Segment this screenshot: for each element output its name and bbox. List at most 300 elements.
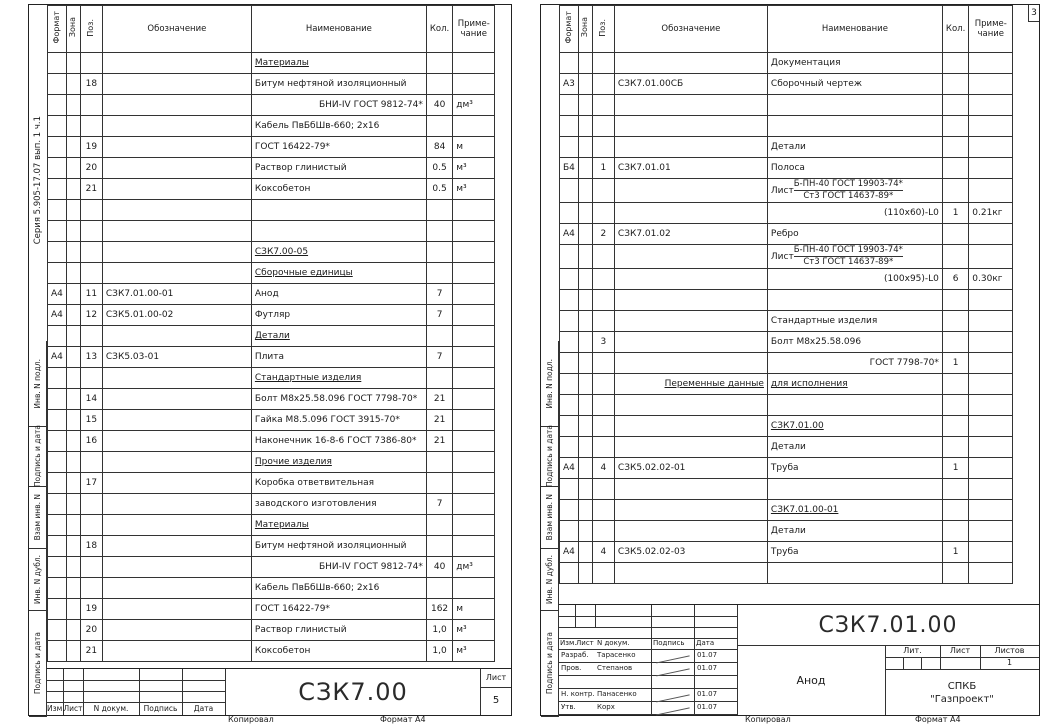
footer-copied-left: Копировал (228, 715, 274, 724)
cell-quantity: 84 (426, 137, 452, 158)
cell-name: для исполнения (767, 374, 942, 395)
table-row (48, 620, 495, 641)
margin-field: Взам инв. N (541, 487, 558, 549)
cell-name: Лист Б-ПН-40 ГОСТ 19903-74* Ст3 ГОСТ 14637-89* (767, 245, 942, 269)
cell-zone (578, 290, 592, 311)
cell-quantity (426, 473, 452, 494)
cell-note (453, 200, 495, 221)
cell-note (453, 410, 495, 431)
cell-designation (102, 368, 251, 389)
cell-designation (102, 494, 251, 515)
cell-quantity (426, 221, 452, 242)
cell-zone (578, 116, 592, 137)
table-row (48, 200, 495, 221)
table-row (560, 500, 1013, 521)
cell-designation (102, 53, 251, 74)
cell-position: 20 (80, 158, 102, 179)
cell-note (969, 224, 1013, 245)
header-designation: Обозначение (102, 6, 251, 53)
signature-row (559, 675, 737, 689)
margin-field: Подпись и дата (29, 611, 46, 717)
cell-zone (578, 416, 592, 437)
table-row (48, 368, 495, 389)
cell-name: СЗК7.01.00 (767, 416, 942, 437)
cell-note (453, 284, 495, 305)
table-row (48, 158, 495, 179)
cell-designation (614, 479, 767, 500)
cell-quantity (942, 95, 968, 116)
cell-zone (66, 116, 80, 137)
cell-quantity: 40 (426, 95, 452, 116)
cell-position (80, 95, 102, 116)
table-row (560, 245, 1013, 269)
cell-position (592, 53, 614, 74)
cell-designation (102, 179, 251, 200)
margin-field: Подпись и дата (29, 427, 46, 487)
cell-zone (66, 95, 80, 116)
cell-position (80, 452, 102, 473)
cell-quantity (942, 179, 968, 203)
cell-format (48, 452, 67, 473)
cell-note: м³ (453, 641, 495, 662)
cell-designation (614, 203, 767, 224)
cell-name: Раствор глинистый (251, 158, 426, 179)
cell-name: Стандартные изделия (767, 311, 942, 332)
cell-position: 18 (80, 74, 102, 95)
cell-designation (102, 74, 251, 95)
cell-position: 1 (592, 158, 614, 179)
cell-note (453, 263, 495, 284)
table-row (48, 242, 495, 263)
cell-zone (66, 221, 80, 242)
cell-designation (102, 263, 251, 284)
cell-quantity (426, 452, 452, 473)
cell-zone (66, 431, 80, 452)
footer-format-right: Формат А4 (915, 715, 961, 724)
cell-zone (66, 599, 80, 620)
cell-name: Детали (767, 137, 942, 158)
cell-designation (614, 95, 767, 116)
cell-designation: СЗК5.03-01 (102, 347, 251, 368)
cell-designation (614, 179, 767, 203)
cell-position: 20 (80, 620, 102, 641)
cell-format (48, 200, 67, 221)
header-format: Формат (560, 6, 579, 53)
cell-format: А4 (560, 458, 579, 479)
stamp-caption: Лист (63, 704, 83, 713)
cell-position: 19 (80, 599, 102, 620)
footer-copied-right: Копировал (745, 715, 791, 724)
cell-quantity: 7 (426, 284, 452, 305)
cell-quantity: 0.5 (426, 179, 452, 200)
table-row (560, 416, 1013, 437)
cell-format (560, 416, 579, 437)
cell-name: (100х95)-L0 (767, 269, 942, 290)
cell-position: 4 (592, 458, 614, 479)
cell-note (453, 431, 495, 452)
cell-position: 18 (80, 536, 102, 557)
cell-note (969, 332, 1013, 353)
cell-designation: СЗК5.02.02-03 (614, 542, 767, 563)
cell-format (560, 95, 579, 116)
cell-format (48, 536, 67, 557)
cell-position (80, 200, 102, 221)
cell-format (48, 557, 67, 578)
table-row (48, 53, 495, 74)
cell-quantity: 40 (426, 557, 452, 578)
cell-note: 0.30кг (969, 269, 1013, 290)
cell-format (560, 521, 579, 542)
cell-quantity: 6 (942, 269, 968, 290)
cell-format (560, 53, 579, 74)
cell-designation: СЗК5.01.00-02 (102, 305, 251, 326)
cell-name: Полоса (767, 158, 942, 179)
cell-zone (66, 263, 80, 284)
cell-format (560, 290, 579, 311)
cell-note (453, 389, 495, 410)
sheet-number: 5 (492, 695, 500, 706)
table-row (48, 74, 495, 95)
cell-name: БНИ-IV ГОСТ 9812-74* (251, 557, 426, 578)
table-row (560, 116, 1013, 137)
cell-note (453, 494, 495, 515)
cell-note (453, 242, 495, 263)
cell-zone (66, 452, 80, 473)
stamp-caption: Подпись (143, 704, 178, 713)
table-row (560, 521, 1013, 542)
cell-designation (614, 437, 767, 458)
cell-position: 13 (80, 347, 102, 368)
cell-name: Материалы (251, 53, 426, 74)
cell-designation (102, 95, 251, 116)
cell-name (767, 563, 942, 584)
cell-quantity (942, 437, 968, 458)
cell-zone (66, 326, 80, 347)
cell-zone (578, 395, 592, 416)
cell-name: Материалы (251, 515, 426, 536)
cell-position (592, 179, 614, 203)
cell-name: Прочие изделия (251, 452, 426, 473)
cell-quantity: 21 (426, 431, 452, 452)
cell-quantity: 0.5 (426, 158, 452, 179)
spec-sheet-left (28, 4, 512, 716)
cell-format (560, 269, 579, 290)
table-row (48, 389, 495, 410)
cell-designation (614, 137, 767, 158)
left-margin-strip (29, 341, 47, 717)
cell-format: А4 (560, 542, 579, 563)
cell-note: м (453, 137, 495, 158)
cell-quantity (426, 578, 452, 599)
cell-zone (66, 284, 80, 305)
cell-position: 21 (80, 641, 102, 662)
cell-quantity (942, 290, 968, 311)
cell-name: Плита (251, 347, 426, 368)
cell-zone (578, 269, 592, 290)
table-row (560, 158, 1013, 179)
margin-field: Взам инв. N (29, 487, 46, 549)
table-row (48, 221, 495, 242)
table-row (48, 263, 495, 284)
table-row (48, 137, 495, 158)
header-qty: Кол. (942, 6, 968, 53)
table-row (560, 74, 1013, 95)
cell-name: Коробка ответвительная (251, 473, 426, 494)
cell-designation (102, 200, 251, 221)
header-zone: Зона (66, 6, 80, 53)
cell-format (560, 395, 579, 416)
margin-field: Инв. N подл. (541, 341, 558, 427)
cell-quantity (942, 374, 968, 395)
cell-note (969, 290, 1013, 311)
cell-format (560, 116, 579, 137)
cell-zone (578, 311, 592, 332)
cell-quantity (426, 200, 452, 221)
table-row (560, 353, 1013, 374)
cell-zone (578, 521, 592, 542)
cell-format (48, 389, 67, 410)
cell-name: СЗК7.00-05 (251, 242, 426, 263)
cell-note (969, 458, 1013, 479)
cell-designation (614, 332, 767, 353)
cell-designation (102, 431, 251, 452)
table-row (560, 374, 1013, 395)
cell-format (48, 599, 67, 620)
cell-note (969, 479, 1013, 500)
cell-designation: Переменные данные (614, 374, 767, 395)
cell-format (560, 203, 579, 224)
cell-quantity (942, 521, 968, 542)
table-row (48, 410, 495, 431)
cell-quantity (942, 479, 968, 500)
cell-designation (102, 410, 251, 431)
cell-name (767, 395, 942, 416)
table-row (560, 479, 1013, 500)
header-note: Приме- чание (969, 6, 1013, 53)
cell-designation (614, 116, 767, 137)
cell-designation (102, 137, 251, 158)
cell-quantity (426, 116, 452, 137)
header-name: Наименование (767, 6, 942, 53)
cell-name (767, 479, 942, 500)
sheets-count: 1 (1006, 658, 1013, 667)
cell-designation (614, 521, 767, 542)
cell-name: ГОСТ 16422-79* (251, 599, 426, 620)
cell-format (48, 95, 67, 116)
cell-quantity: 1 (942, 542, 968, 563)
cell-quantity (426, 263, 452, 284)
table-row (48, 347, 495, 368)
header-name: Наименование (251, 6, 426, 53)
table-row (560, 458, 1013, 479)
cell-zone (66, 53, 80, 74)
cell-quantity: 1,0 (426, 620, 452, 641)
cell-zone (578, 245, 592, 269)
cell-designation (102, 389, 251, 410)
spec-table-right (559, 5, 1013, 584)
cell-zone (66, 305, 80, 326)
handwritten-signature (654, 699, 689, 716)
cell-note (453, 473, 495, 494)
cell-zone (578, 137, 592, 158)
cell-note (453, 305, 495, 326)
cell-format (48, 242, 67, 263)
cell-designation (102, 452, 251, 473)
cell-format (48, 368, 67, 389)
cell-name: СЗК7.01.00-01 (767, 500, 942, 521)
cell-name: Раствор глинистый (251, 620, 426, 641)
cell-note (969, 542, 1013, 563)
cell-designation (614, 416, 767, 437)
header-qty: Кол. (426, 6, 452, 53)
cell-note (969, 137, 1013, 158)
cell-quantity (426, 53, 452, 74)
cell-designation (102, 326, 251, 347)
table-row (48, 326, 495, 347)
cell-note: дм³ (453, 557, 495, 578)
stamp-caption-row: Изм. Лист N докум. Подпись Дата (559, 638, 737, 650)
header-pos: Поз. (592, 6, 614, 53)
cell-position (592, 395, 614, 416)
cell-note (969, 311, 1013, 332)
cell-position (592, 374, 614, 395)
cell-position: 14 (80, 389, 102, 410)
table-row (48, 116, 495, 137)
cell-note (969, 563, 1013, 584)
cell-name: Кабель ПвБбШв-660; 2х16 (251, 578, 426, 599)
cell-name: Труба (767, 542, 942, 563)
cell-designation (614, 245, 767, 269)
sheet-meta: Лит. Лист Листов 1 (885, 645, 1039, 669)
cell-format (48, 473, 67, 494)
cell-note: дм³ (453, 95, 495, 116)
cell-position (592, 311, 614, 332)
table-row (48, 284, 495, 305)
cell-zone (66, 515, 80, 536)
cell-note: м³ (453, 179, 495, 200)
signature-row: Разраб. Тарасенко 01.07 (559, 649, 737, 663)
cell-format (560, 245, 579, 269)
organization: СПКБ "Газпроект" (885, 669, 1039, 715)
cell-position (592, 563, 614, 584)
cell-note (969, 500, 1013, 521)
cell-note: м (453, 599, 495, 620)
cell-quantity (426, 326, 452, 347)
table-row (48, 305, 495, 326)
cell-position (592, 416, 614, 437)
cell-position (80, 116, 102, 137)
table-row (560, 269, 1013, 290)
cell-position (80, 53, 102, 74)
cell-format (48, 53, 67, 74)
header-format: Формат (48, 6, 67, 53)
cell-name: Ребро (767, 224, 942, 245)
cell-position (80, 263, 102, 284)
cell-position (80, 326, 102, 347)
cell-designation (614, 353, 767, 374)
stamp-caption: Дата (193, 704, 214, 713)
table-row (48, 515, 495, 536)
cell-format (48, 158, 67, 179)
cell-position: 15 (80, 410, 102, 431)
cell-format (48, 431, 67, 452)
cell-format (48, 410, 67, 431)
cell-position (80, 494, 102, 515)
cell-format (48, 137, 67, 158)
cell-name: ГОСТ 16422-79* (251, 137, 426, 158)
header-designation: Обозначение (614, 6, 767, 53)
cell-format (560, 479, 579, 500)
cell-name (767, 290, 942, 311)
cell-name: Битум нефтяной изоляционный (251, 536, 426, 557)
cell-position: 12 (80, 305, 102, 326)
cell-name: Стандартные изделия (251, 368, 426, 389)
cell-note (453, 221, 495, 242)
cell-designation (614, 563, 767, 584)
cell-designation (614, 290, 767, 311)
cell-position (592, 116, 614, 137)
cell-position: 19 (80, 137, 102, 158)
cell-position (592, 353, 614, 374)
cell-format: А4 (560, 224, 579, 245)
cell-position (592, 269, 614, 290)
table-row (48, 473, 495, 494)
table-row (560, 137, 1013, 158)
cell-quantity: 1 (942, 203, 968, 224)
document-name: Анод (737, 645, 886, 715)
cell-format (48, 263, 67, 284)
table-row (560, 311, 1013, 332)
cell-note (453, 116, 495, 137)
cell-name: Сборочный чертеж (767, 74, 942, 95)
table-row (48, 536, 495, 557)
header-pos: Поз. (80, 6, 102, 53)
cell-note (969, 416, 1013, 437)
cell-zone (578, 563, 592, 584)
cell-quantity: 7 (426, 347, 452, 368)
header-note: Приме- чание (453, 6, 495, 53)
cell-position: 3 (592, 332, 614, 353)
cell-note (453, 578, 495, 599)
cell-name: Анод (251, 284, 426, 305)
cell-designation (102, 515, 251, 536)
table-row (560, 332, 1013, 353)
cell-zone (66, 494, 80, 515)
cell-quantity: 7 (426, 494, 452, 515)
cell-designation (102, 641, 251, 662)
table-row (48, 431, 495, 452)
table-row (48, 578, 495, 599)
table-header-row (560, 6, 1013, 53)
cell-name: Футляр (251, 305, 426, 326)
cell-name: Гайка М8.5.096 ГОСТ 3915-70* (251, 410, 426, 431)
cell-position (592, 74, 614, 95)
cell-format (48, 74, 67, 95)
table-header-row (48, 6, 495, 53)
cell-format (560, 374, 579, 395)
cell-format: А3 (560, 74, 579, 95)
cell-quantity (942, 116, 968, 137)
signature-row: Пров. Степанов 01.07 (559, 662, 737, 676)
cell-note: м³ (453, 620, 495, 641)
cell-note (969, 74, 1013, 95)
handwritten-signature (654, 660, 689, 677)
cell-designation (102, 620, 251, 641)
cell-name: Документация (767, 53, 942, 74)
cell-designation (102, 242, 251, 263)
cell-zone (66, 74, 80, 95)
cell-zone (578, 353, 592, 374)
